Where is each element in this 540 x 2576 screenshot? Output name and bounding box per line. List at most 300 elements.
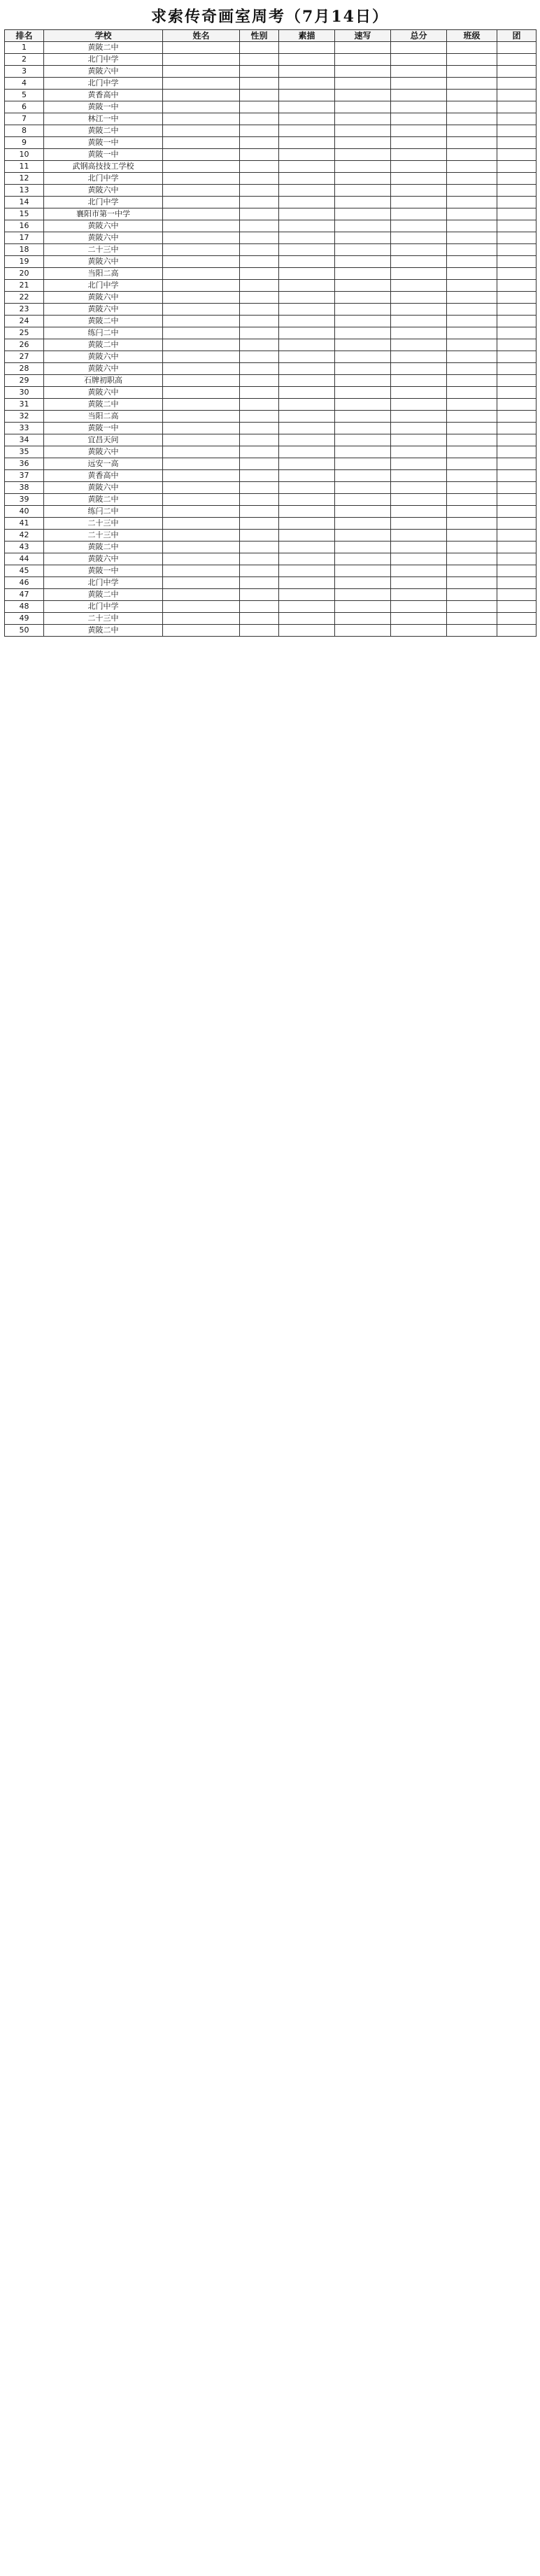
sketch-cell — [279, 173, 335, 185]
table-header-row — [5, 30, 537, 42]
quick-sketch-cell — [335, 113, 391, 125]
gender-cell — [240, 423, 279, 434]
table-row — [5, 90, 537, 101]
group-cell — [497, 244, 537, 256]
school-cell: 远安一高 — [44, 458, 163, 470]
class-cell — [447, 316, 497, 327]
gender-cell — [240, 316, 279, 327]
gender-cell — [240, 446, 279, 458]
group-cell — [497, 304, 537, 316]
name-cell — [163, 304, 240, 316]
rank-cell: 48 — [5, 601, 44, 613]
gender-cell — [240, 601, 279, 613]
table-row — [5, 387, 537, 399]
total-cell — [391, 66, 447, 78]
sketch-cell — [279, 316, 335, 327]
table-row — [5, 304, 537, 316]
class-cell — [447, 446, 497, 458]
school-cell: 二十三中 — [44, 613, 163, 625]
class-cell — [447, 220, 497, 232]
sketch-cell — [279, 446, 335, 458]
class-cell — [447, 137, 497, 149]
quick-sketch-cell — [335, 173, 391, 185]
name-cell — [163, 78, 240, 90]
group-cell — [497, 339, 537, 351]
gender-cell — [240, 506, 279, 518]
group-cell — [497, 197, 537, 208]
sketch-cell — [279, 601, 335, 613]
table-row — [5, 66, 537, 78]
gender-cell — [240, 54, 279, 66]
table-row — [5, 316, 537, 327]
class-cell — [447, 256, 497, 268]
name-cell — [163, 399, 240, 411]
school-cell: 二十三中 — [44, 244, 163, 256]
total-cell — [391, 173, 447, 185]
total-cell — [391, 553, 447, 565]
sketch-cell — [279, 185, 335, 197]
name-cell — [163, 256, 240, 268]
table-row — [5, 411, 537, 423]
class-cell — [447, 339, 497, 351]
school-cell: 黄陂二中 — [44, 316, 163, 327]
header-rank: 排名 — [5, 30, 44, 42]
class-cell — [447, 351, 497, 363]
class-cell — [447, 42, 497, 54]
name-cell — [163, 90, 240, 101]
gender-cell — [240, 625, 279, 637]
group-cell — [497, 577, 537, 589]
name-cell — [163, 375, 240, 387]
rank-cell: 35 — [5, 446, 44, 458]
sketch-cell — [279, 149, 335, 161]
rank-cell: 15 — [5, 208, 44, 220]
sketch-cell — [279, 351, 335, 363]
page-title: 求索传奇画室周考（7月14日） — [151, 8, 389, 26]
school-cell: 武钢高技技工学校 — [44, 161, 163, 173]
school-cell: 北门中学 — [44, 601, 163, 613]
quick-sketch-cell — [335, 494, 391, 506]
school-cell: 黄陂一中 — [44, 137, 163, 149]
quick-sketch-cell — [335, 613, 391, 625]
quick-sketch-cell — [335, 470, 391, 482]
rank-cell: 47 — [5, 589, 44, 601]
rank-cell: 43 — [5, 542, 44, 553]
class-cell — [447, 482, 497, 494]
class-cell — [447, 399, 497, 411]
name-cell — [163, 494, 240, 506]
group-cell — [497, 232, 537, 244]
group-cell — [497, 280, 537, 292]
table-row — [5, 375, 537, 387]
class-cell — [447, 411, 497, 423]
table-row — [5, 613, 537, 625]
school-cell: 黄陂二中 — [44, 625, 163, 637]
rank-cell: 38 — [5, 482, 44, 494]
group-cell — [497, 268, 537, 280]
gender-cell — [240, 387, 279, 399]
sketch-cell — [279, 553, 335, 565]
rank-cell: 49 — [5, 613, 44, 625]
quick-sketch-cell — [335, 125, 391, 137]
class-cell — [447, 327, 497, 339]
school-cell: 黄陂六中 — [44, 256, 163, 268]
school-cell: 黄陂六中 — [44, 387, 163, 399]
table-row — [5, 625, 537, 637]
name-cell — [163, 434, 240, 446]
sketch-cell — [279, 125, 335, 137]
gender-cell — [240, 149, 279, 161]
total-cell — [391, 90, 447, 101]
quick-sketch-cell — [335, 149, 391, 161]
class-cell — [447, 553, 497, 565]
gender-cell — [240, 280, 279, 292]
rank-cell: 46 — [5, 577, 44, 589]
gender-cell — [240, 518, 279, 530]
table-row — [5, 351, 537, 363]
class-cell — [447, 185, 497, 197]
group-cell — [497, 327, 537, 339]
table-row — [5, 577, 537, 589]
sketch-cell — [279, 54, 335, 66]
gender-cell — [240, 470, 279, 482]
quick-sketch-cell — [335, 232, 391, 244]
name-cell — [163, 506, 240, 518]
sketch-cell — [279, 101, 335, 113]
quick-sketch-cell — [335, 423, 391, 434]
school-cell: 黄陂二中 — [44, 42, 163, 54]
name-cell — [163, 220, 240, 232]
quick-sketch-cell — [335, 304, 391, 316]
group-cell — [497, 185, 537, 197]
school-cell: 黄陂一中 — [44, 101, 163, 113]
school-cell: 宜昌天问 — [44, 434, 163, 446]
rank-cell: 5 — [5, 90, 44, 101]
quick-sketch-cell — [335, 601, 391, 613]
rank-cell: 24 — [5, 316, 44, 327]
gender-cell — [240, 125, 279, 137]
rank-cell: 36 — [5, 458, 44, 470]
school-cell: 黄陂二中 — [44, 542, 163, 553]
quick-sketch-cell — [335, 482, 391, 494]
rank-cell: 14 — [5, 197, 44, 208]
rank-cell: 2 — [5, 54, 44, 66]
sketch-cell — [279, 90, 335, 101]
quick-sketch-cell — [335, 565, 391, 577]
gender-cell — [240, 482, 279, 494]
quick-sketch-cell — [335, 244, 391, 256]
table-row — [5, 458, 537, 470]
table-row — [5, 470, 537, 482]
quick-sketch-cell — [335, 280, 391, 292]
quick-sketch-cell — [335, 327, 391, 339]
group-cell — [497, 625, 537, 637]
quick-sketch-cell — [335, 197, 391, 208]
group-cell — [497, 351, 537, 363]
class-cell — [447, 613, 497, 625]
gender-cell — [240, 161, 279, 173]
quick-sketch-cell — [335, 161, 391, 173]
name-cell — [163, 232, 240, 244]
sketch-cell — [279, 387, 335, 399]
class-cell — [447, 113, 497, 125]
total-cell — [391, 446, 447, 458]
rank-cell: 34 — [5, 434, 44, 446]
table-row — [5, 518, 537, 530]
rank-cell: 10 — [5, 149, 44, 161]
table-body — [5, 42, 537, 637]
group-cell — [497, 387, 537, 399]
total-cell — [391, 304, 447, 316]
gender-cell — [240, 399, 279, 411]
group-cell — [497, 446, 537, 458]
rank-cell: 7 — [5, 113, 44, 125]
name-cell — [163, 149, 240, 161]
quick-sketch-cell — [335, 66, 391, 78]
sketch-cell — [279, 256, 335, 268]
group-cell — [497, 553, 537, 565]
name-cell — [163, 185, 240, 197]
rank-cell: 6 — [5, 101, 44, 113]
school-cell: 练闩二中 — [44, 327, 163, 339]
class-cell — [447, 268, 497, 280]
rank-cell: 27 — [5, 351, 44, 363]
school-cell: 黄陂六中 — [44, 363, 163, 375]
rank-cell: 19 — [5, 256, 44, 268]
table-row — [5, 197, 537, 208]
sketch-cell — [279, 161, 335, 173]
school-cell: 黄陂一中 — [44, 149, 163, 161]
sketch-cell — [279, 542, 335, 553]
group-cell — [497, 375, 537, 387]
rank-cell: 44 — [5, 553, 44, 565]
sketch-cell — [279, 208, 335, 220]
name-cell — [163, 327, 240, 339]
name-cell — [163, 244, 240, 256]
gender-cell — [240, 42, 279, 54]
name-cell — [163, 530, 240, 542]
rank-cell: 23 — [5, 304, 44, 316]
total-cell — [391, 351, 447, 363]
group-cell — [497, 113, 537, 125]
header-name: 姓名 — [163, 30, 240, 42]
header-school: 学校 — [44, 30, 163, 42]
total-cell — [391, 494, 447, 506]
quick-sketch-cell — [335, 137, 391, 149]
name-cell — [163, 387, 240, 399]
class-cell — [447, 161, 497, 173]
total-cell — [391, 280, 447, 292]
school-cell: 黄陂六中 — [44, 66, 163, 78]
quick-sketch-cell — [335, 625, 391, 637]
gender-cell — [240, 589, 279, 601]
class-cell — [447, 518, 497, 530]
school-cell: 黄陂二中 — [44, 494, 163, 506]
name-cell — [163, 458, 240, 470]
class-cell — [447, 494, 497, 506]
rank-cell: 41 — [5, 518, 44, 530]
table-row — [5, 542, 537, 553]
group-cell — [497, 530, 537, 542]
table-row — [5, 446, 537, 458]
quick-sketch-cell — [335, 90, 391, 101]
total-cell — [391, 232, 447, 244]
header-group: 团 — [497, 30, 537, 42]
total-cell — [391, 268, 447, 280]
table-row — [5, 54, 537, 66]
quick-sketch-cell — [335, 256, 391, 268]
rank-cell: 30 — [5, 387, 44, 399]
sketch-cell — [279, 423, 335, 434]
gender-cell — [240, 137, 279, 149]
rank-cell: 1 — [5, 42, 44, 54]
table-row — [5, 208, 537, 220]
total-cell — [391, 565, 447, 577]
class-cell — [447, 197, 497, 208]
name-cell — [163, 173, 240, 185]
class-cell — [447, 423, 497, 434]
header-sketch: 素描 — [279, 30, 335, 42]
gender-cell — [240, 66, 279, 78]
quick-sketch-cell — [335, 351, 391, 363]
table-row — [5, 149, 537, 161]
table-row — [5, 506, 537, 518]
group-cell — [497, 316, 537, 327]
quick-sketch-cell — [335, 518, 391, 530]
gender-cell — [240, 173, 279, 185]
school-cell: 黄陂一中 — [44, 565, 163, 577]
group-cell — [497, 434, 537, 446]
group-cell — [497, 613, 537, 625]
total-cell — [391, 482, 447, 494]
name-cell — [163, 553, 240, 565]
table-row — [5, 589, 537, 601]
name-cell — [163, 565, 240, 577]
rank-cell: 20 — [5, 268, 44, 280]
total-cell — [391, 470, 447, 482]
table-row — [5, 185, 537, 197]
quick-sketch-cell — [335, 363, 391, 375]
total-cell — [391, 137, 447, 149]
class-cell — [447, 375, 497, 387]
table-row — [5, 363, 537, 375]
school-cell: 黄陂六中 — [44, 482, 163, 494]
total-cell — [391, 506, 447, 518]
class-cell — [447, 173, 497, 185]
group-cell — [497, 78, 537, 90]
score-table — [4, 29, 537, 637]
school-cell: 练闩二中 — [44, 506, 163, 518]
gender-cell — [240, 292, 279, 304]
group-cell — [497, 589, 537, 601]
group-cell — [497, 101, 537, 113]
rank-cell: 39 — [5, 494, 44, 506]
rank-cell: 29 — [5, 375, 44, 387]
gender-cell — [240, 185, 279, 197]
sketch-cell — [279, 137, 335, 149]
gender-cell — [240, 375, 279, 387]
sketch-cell — [279, 625, 335, 637]
quick-sketch-cell — [335, 292, 391, 304]
group-cell — [497, 161, 537, 173]
school-cell: 黄陂六中 — [44, 220, 163, 232]
rank-cell: 25 — [5, 327, 44, 339]
school-cell: 黄陂六中 — [44, 292, 163, 304]
header-total: 总分 — [391, 30, 447, 42]
name-cell — [163, 197, 240, 208]
name-cell — [163, 42, 240, 54]
class-cell — [447, 530, 497, 542]
quick-sketch-cell — [335, 42, 391, 54]
table-row — [5, 327, 537, 339]
total-cell — [391, 113, 447, 125]
gender-cell — [240, 577, 279, 589]
rank-cell: 37 — [5, 470, 44, 482]
school-cell: 黄陂六中 — [44, 304, 163, 316]
sketch-cell — [279, 327, 335, 339]
table-row — [5, 553, 537, 565]
gender-cell — [240, 232, 279, 244]
name-cell — [163, 411, 240, 423]
name-cell — [163, 423, 240, 434]
group-cell — [497, 482, 537, 494]
quick-sketch-cell — [335, 434, 391, 446]
class-cell — [447, 304, 497, 316]
sketch-cell — [279, 304, 335, 316]
quick-sketch-cell — [335, 101, 391, 113]
school-cell: 黄陂一中 — [44, 423, 163, 434]
rank-cell: 11 — [5, 161, 44, 173]
total-cell — [391, 411, 447, 423]
gender-cell — [240, 90, 279, 101]
class-cell — [447, 208, 497, 220]
rank-cell: 18 — [5, 244, 44, 256]
gender-cell — [240, 327, 279, 339]
rank-cell: 42 — [5, 530, 44, 542]
name-cell — [163, 625, 240, 637]
school-cell: 北门中学 — [44, 173, 163, 185]
name-cell — [163, 316, 240, 327]
group-cell — [497, 518, 537, 530]
table-row — [5, 268, 537, 280]
name-cell — [163, 601, 240, 613]
name-cell — [163, 542, 240, 553]
gender-cell — [240, 256, 279, 268]
school-cell: 黄陂二中 — [44, 339, 163, 351]
group-cell — [497, 506, 537, 518]
class-cell — [447, 90, 497, 101]
table-row — [5, 244, 537, 256]
table-row — [5, 494, 537, 506]
total-cell — [391, 363, 447, 375]
sketch-cell — [279, 518, 335, 530]
group-cell — [497, 470, 537, 482]
rank-cell: 3 — [5, 66, 44, 78]
class-cell — [447, 363, 497, 375]
school-cell: 北门中学 — [44, 577, 163, 589]
header-quick-sketch: 速写 — [335, 30, 391, 42]
quick-sketch-cell — [335, 411, 391, 423]
sketch-cell — [279, 589, 335, 601]
school-cell: 黄陂六中 — [44, 553, 163, 565]
rank-cell: 45 — [5, 565, 44, 577]
table-row — [5, 232, 537, 244]
sketch-cell — [279, 375, 335, 387]
class-cell — [447, 458, 497, 470]
table-row — [5, 280, 537, 292]
total-cell — [391, 220, 447, 232]
group-cell — [497, 220, 537, 232]
